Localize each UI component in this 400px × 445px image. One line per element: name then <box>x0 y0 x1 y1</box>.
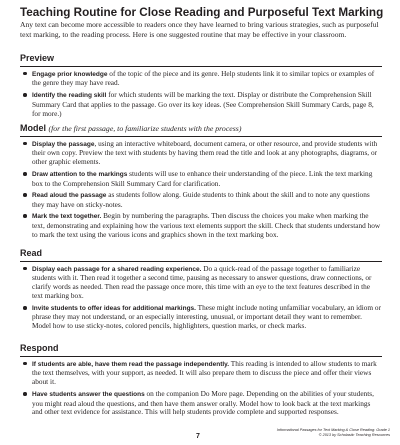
section-heading-text: Respond <box>20 343 59 353</box>
section-heading <box>20 123 382 137</box>
section-note: (for the first passage, to familiarize students with the process) <box>48 124 242 133</box>
item-text: This reading is intended to allow students to mark the text themselves, with your support, as needed. It will also prepare them to discuss the piece and offer their views about it. <box>32 358 377 387</box>
bullet-icon <box>23 172 27 176</box>
item-text: Do a quick-read of the passage together to familiarize students with it. Then read it together a second time, pausing as necessary to answer questions, draw connections, or clarify words as needed. Then read the passage once more, this time with an eye to the text features described in the text marking box. <box>32 263 372 301</box>
bullet-icon <box>23 93 27 97</box>
list-item <box>20 212 382 240</box>
section-heading-text: Model <box>20 123 46 133</box>
item-text: of the topic of the piece and its genre. Help students link it to similar topics or examples of the genre they may have read. <box>32 68 375 88</box>
item-lead: Draw attention to the markings <box>32 170 128 178</box>
list-item <box>20 170 382 189</box>
item-text: for which students will be marking the text. Display or distribute the Comprehension Skill Summary Card that applies to the passage. Go over its key ideas. (See Comprehension Skill Summary Cards, page 8, for more.) <box>32 89 374 118</box>
section-preview <box>20 53 382 121</box>
section-heading-text: Read <box>20 248 43 258</box>
bullet-icon <box>23 142 27 146</box>
list-item <box>20 140 382 168</box>
list-item <box>20 265 382 302</box>
credit-line: Informational Passages for Text Marking & Close Reading: Grade 1 <box>276 428 390 432</box>
bullet-icon <box>23 267 27 271</box>
list-item <box>20 304 382 332</box>
bullet-list <box>20 70 382 119</box>
bullet-icon <box>23 193 27 197</box>
item-text: , using an interactive whiteboard, document camera, or other resource, and provide students with their own copy. Preview the text with students by having them read the title and look at any photographs, diagrams, or other graphic elements. <box>32 138 378 167</box>
section-model <box>20 123 382 242</box>
item-lead: If students are able, have them read the passage independently. <box>32 360 230 368</box>
item-lead: Display the passage <box>32 140 95 148</box>
section-heading <box>20 248 382 262</box>
section-heading-text: Preview <box>20 53 55 63</box>
bullet-icon <box>23 72 27 76</box>
intro-paragraph: Any text can become more accessible to readers once they have learned to bring various strategies, such as purposeful text marking, to the reading process. Here is one suggested routine that may be effective in your classroom. <box>20 20 379 39</box>
item-lead: Mark the text together. <box>32 213 102 221</box>
section-heading <box>20 53 382 67</box>
bullet-icon <box>23 362 27 366</box>
item-text: as students follow along. Guide students to think about the skill and to note any questions they may have on sticky-notes. <box>32 189 370 209</box>
item-lead: Engage prior knowledge <box>32 70 108 78</box>
item-text: These might include noting unfamiliar vocabulary, an idiom or phrase they may not understand, or an especially interesting, unusual, or important detail they want to remember. Model how to use sticky-notes, colored pencils, highlighters, question marks, or check marks. <box>32 302 381 331</box>
item-lead: Read aloud the passage <box>32 191 107 199</box>
list-item <box>20 191 382 210</box>
bullet-icon <box>23 392 27 396</box>
credit-line: © 2013 by Scholastic Teaching Resources <box>318 433 390 437</box>
list-item <box>20 70 382 89</box>
item-lead: Identify the reading skill <box>32 91 107 99</box>
bullet-list <box>20 265 382 332</box>
item-lead: Invite students to offer ideas for additional markings. <box>32 304 196 312</box>
item-lead: Display each passage for a shared reading experience. <box>32 265 202 273</box>
list-item <box>20 91 382 119</box>
item-text: Begin by numbering the paragraphs. Then discuss the choices you make when marking the text, demonstrating and explaining how the various text elements support the skill. Check that students understand how to mark the text using the various icons and graphics shown in the text marking box. <box>32 211 381 239</box>
section-read <box>20 248 382 334</box>
bullet-icon <box>23 306 27 310</box>
item-text: on the companion Do More page. Depending on the abilities of your students, you might read aloud the questions, and then have them answer orally. Model how to look back at the text markings and other text evidence for assistance. This will help students provide complete and supported responses. <box>32 388 374 417</box>
bullet-list <box>20 360 382 418</box>
section-respond <box>20 343 382 420</box>
page-title: Teaching Routine for Close Reading and Purposeful Text Marking <box>20 6 384 19</box>
bullet-icon <box>23 214 27 218</box>
list-item <box>20 390 382 418</box>
item-text: students will use to enhance their understanding of the piece. Link the text marking box to the Comprehension Skill Summary Card for clarification. <box>32 168 373 188</box>
section-heading <box>20 343 382 357</box>
item-lead: Have students answer the questions <box>32 390 145 398</box>
credit-footer <box>250 428 390 438</box>
page-number: 7 <box>196 433 200 440</box>
bullet-list <box>20 140 382 240</box>
list-item <box>20 360 382 388</box>
